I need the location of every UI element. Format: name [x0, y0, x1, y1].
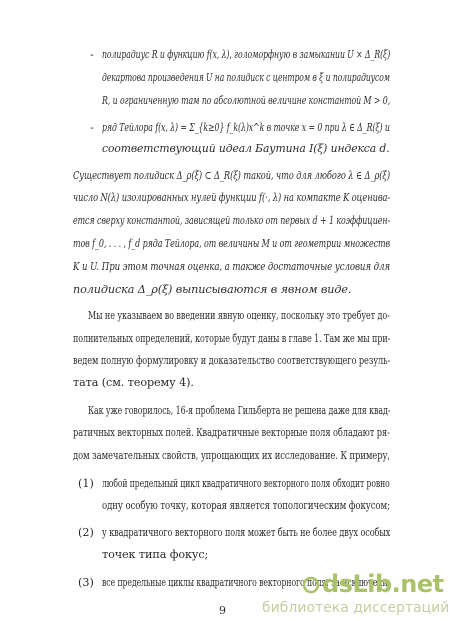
bullet-dash: -	[90, 48, 94, 61]
watermark	[262, 570, 450, 621]
list-number: (2)	[78, 526, 94, 539]
theorem-line-5: K и U. При этом точная оценка, а также достаточные условия для	[73, 260, 390, 273]
bullet-2-line-1: ряд Тейлора f(x, λ) = Σ_{k≥0} f_k(λ)x^k в точке x = 0 при λ ∈ Δ_R(ξ) и	[102, 121, 390, 134]
list-item-2-line-1: у квадратичного векторного поля может быть не более двух особых	[102, 526, 391, 539]
bullet-dash: -	[90, 121, 94, 134]
list-number: (1)	[78, 477, 94, 490]
paragraph-2-line-1: Как уже говорилось, 16-я проблема Гильберта не решена даже для квад-	[88, 404, 391, 417]
bullet-1-line-1: полирадиус R и функцию f(x, λ), голоморфную в замыкании U × Δ_R(ξ)	[102, 48, 391, 61]
theorem-line-3: ется сверху константой, зависящей только от первых d + 1 коэффициен-	[73, 214, 391, 227]
bullet-1-line-2: декартова произведения U на полидиск с центром в ξ и полирадиусом	[102, 71, 391, 84]
bullet-2-line-2: соответствующий идеал Баутина I(ξ) индекса d.	[102, 142, 390, 155]
paragraph-1-line-1: Мы не указываем во введении явную оценку, поскольку это требует до-	[88, 309, 390, 322]
paragraph-2-line-2: ратичных векторных полей. Квадратичные векторные поля обладают ря-	[73, 426, 390, 439]
list-item-3-line-1: все предельные циклы квадратичного векторного поля, за исключени-	[102, 576, 391, 589]
theorem-line-6: полидиска Δ_ρ(ξ) выписываются в явном виде.	[73, 283, 352, 296]
watermark-subtitle: библиотека диссертаций	[262, 600, 450, 616]
paragraph-1-line-3: ведем полную формулировку и доказательство соответствующего резуль-	[73, 354, 391, 367]
list-number: (3)	[78, 576, 94, 589]
theorem-line-2: число N(λ) изолированных нулей функции f(·, λ) на компакте K оценива-	[73, 191, 391, 204]
watermark-logo-text: dsLib.net	[322, 570, 444, 598]
theorem-line-1: Существует полидиск Δ_ρ(ξ) ⊂ Δ_R(ξ) такой, что для любого λ ∈ Δ_ρ(ξ)	[73, 169, 391, 182]
theorem-line-4: тов f_0, . . . , f_d ряда Тейлора, от величины M и от геометрии множеств	[73, 237, 390, 250]
list-item-1-line-1: любой предельный цикл квадратичного векторного поля обходит ровно	[102, 477, 390, 490]
list-item-2-line-2: точек типа фокус;	[102, 548, 209, 561]
list-item-1-line-2: одну особую точку, которая является топологическим фокусом;	[102, 499, 390, 512]
page-number: 9	[219, 604, 226, 617]
paragraph-2-line-3: дом замечательных свойств, упрощающих их исследование. К примеру,	[73, 449, 390, 462]
bullet-1-line-3: R, и ограниченную там по абсолютной величине константой M > 0,	[102, 94, 391, 107]
watermark-logo-icon	[302, 576, 320, 594]
paragraph-1-line-4: тата (см. теорему 4).	[73, 376, 194, 389]
paragraph-1-line-2: полнительных определений, которые будут даны в главе 1. Там же мы при-	[73, 332, 391, 345]
